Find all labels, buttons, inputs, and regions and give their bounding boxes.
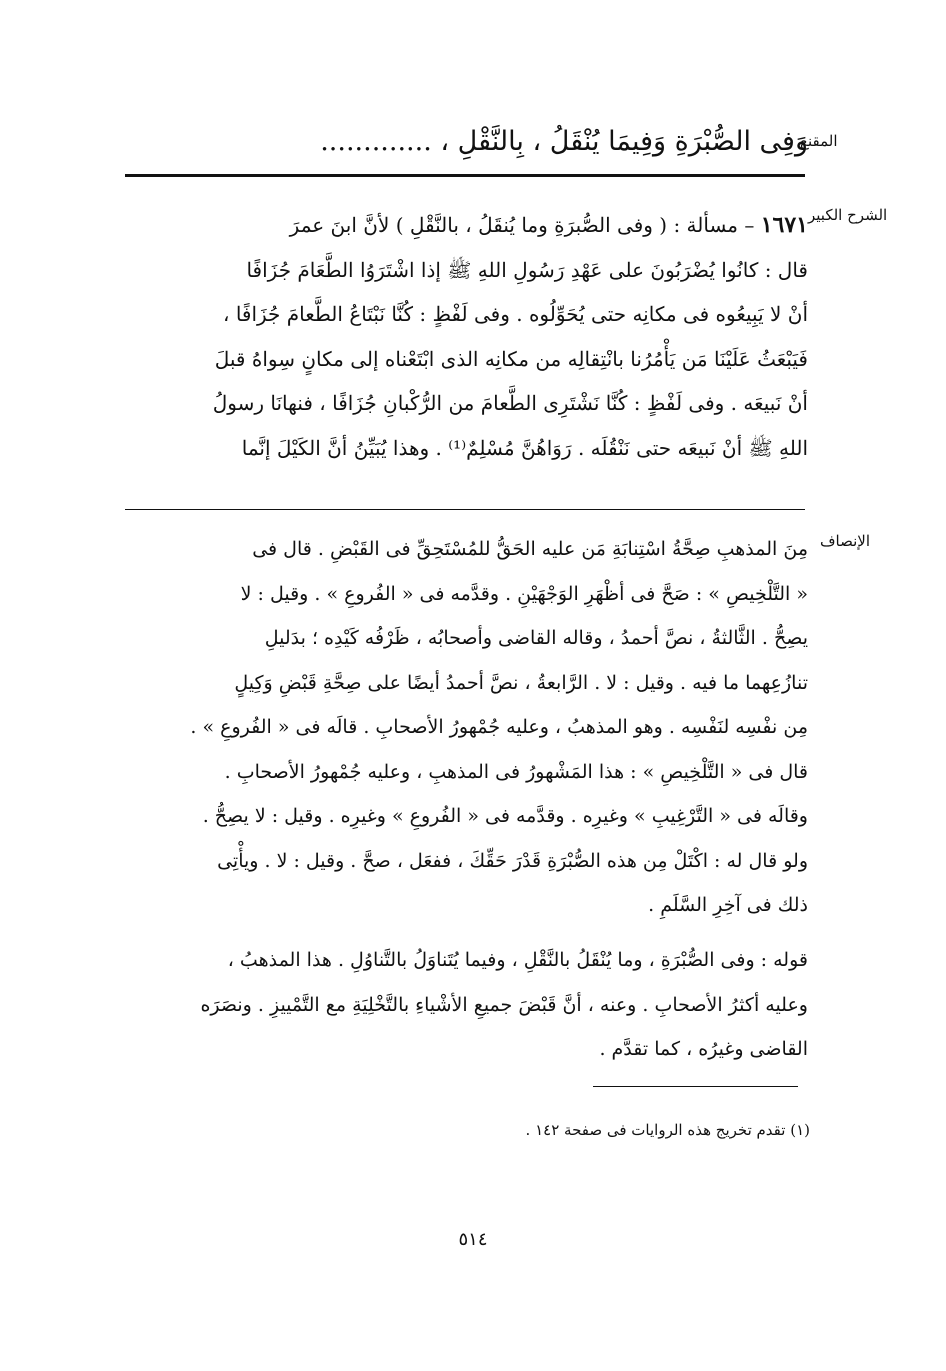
muqni-label: المقنع [800, 132, 838, 150]
insaf-paragraph-1 [118, 527, 808, 928]
sharh-line-1-text: – مسألة : ( وفى الصُّبرَةِ وما يُنقَلُ ، بالنَّقْلِ ) لأنَّ ابنَ عمرَ [289, 213, 755, 237]
muqni-text: وَفِى الصُّبْرَةِ وَفِيمَا يُنْقَلُ ، بِالنَّقْلِ ، ............. [320, 126, 808, 157]
insaf-line: القاضى وغيرُه ، كما تقدَّم . [599, 1038, 808, 1060]
insaf-line: يصِحُّ . الثَّالثةُ ، نصَّ أحمدُ ، وقاله القاضى وأصحابُه ، ظَرْفُه كَيْدِه ؛ بدَليلِ [264, 627, 808, 649]
insaf-line: مِن نفْسِه لنَفْسِه . وهو المذهبُ ، وعليه جُمْهورُ الأصحابِ . قالَه فى « الفُروعِ » . [190, 716, 808, 738]
footnote-rule [593, 1086, 798, 1087]
insaf-line: قال فى « التَّلْخِيصِ » : هذا المَشْهورُ فى المذهبِ ، وعليه جُمْهورُ الأصحابِ . [224, 760, 808, 783]
sharh-line-6: اللهِ ﷺ أنْ نَبيعَه حتى نَنْقُلَه . رَوَاهُنَّ مُسْلِمٌ⁽¹⁾ . وهذا يُبَيِّنُ أنَّ الكَيْلَ إنَّما [241, 435, 808, 460]
insaf-line: ولو قال له : اكْتَلْ مِن هذه الصُّبْرَةِ قَدْرَ حَقِّكَ ، ففعَل ، صحَّ . وقيل : لا . ويأْتِى [217, 849, 808, 872]
insaf-line: ذلك فى آخِرِ السَّلَمِ . [648, 894, 808, 916]
sharh-line-4: فَيَبْعَثُ عَلَيْنَا مَن يَأْمُرُنا بانْتِقالِه من مكانِه الذى ابْتَعْناه إلى مكانٍ سِواهُ قبلَ [214, 346, 808, 371]
matn-rule [125, 174, 805, 177]
insaf-line: « التَّلْخِيصِ » : صَحَّ فى أظْهَرِ الوَجْهَيْنِ . وقدَّمه فى « الفُروعِ » . وقيل : لا [240, 582, 808, 605]
insaf-line: قوله : وفى الصُّبْرَةِ ، وما يُنْقَلُ بالنَّقْلِ ، وفيما يُتَناوَلُ بالتَّناوُلِ . هذا المذهبُ ، [227, 949, 808, 971]
sharh-line-3: أنْ لا يَبِيعُوه فى مكانِه حتى يُحَوِّلُوه . وفى لَفْظٍ : كُنَّا نَبْتَاعُ الطَّعامَ جُزَافًا ، [223, 302, 808, 326]
insaf-paragraph-2 [118, 938, 808, 1072]
insaf-label: الإنصاف [820, 532, 871, 550]
section-divider [125, 509, 805, 510]
insaf-line: تنازُعِهما ما فيه . وقيل : لا . الرَّابعةُ ، نصَّ أحمدُ أيضًا على صِحَّةِ قَبْضِ وَكِيلٍ [234, 671, 808, 694]
insaf-line: وقالَه فى « التَّرْغِيبِ » وغيرِه . وقدَّمه فى « الفُروعِ » وغيرِه . وقيل : لا يصِحُّ . [202, 805, 808, 827]
sharh-label: الشرح الكبير [808, 206, 888, 224]
footnote: (١) تقدم تخريج هذه الروايات فى صفحة ١٤٢ . [525, 1121, 810, 1139]
insaf-line: مِنَ المذهبِ صِحَّةُ اسْتِنابَةِ مَن عليه الحَقُّ للمُسْتَحِقِّ فى القَبْضِ . قال فى [252, 538, 808, 560]
insaf-line: وعليه أكثرُ الأصحابِ . وعنه ، أنَّ قَبْضَ جميعِ الأشْياءِ بالتَّخْلِيَةِ مع التَّمْييزِ . ونصَرَه [200, 993, 808, 1016]
page-number: ٥١٤ [458, 1229, 488, 1250]
sharh-line-2: قال : كانُوا يُضْرَبُونَ على عَهْدِ رَسُولِ اللهِ ﷺ إذا اشْتَرَوُا الطَّعَامَ جُزَافًا [246, 257, 808, 282]
issue-number: ١٦٧١ [760, 212, 808, 238]
sharh-line-1 [118, 203, 808, 248]
sharh-line-5: أنْ نَبيعَه . وفى لَفْظٍ : كُنَّا نَشْتَرِى الطَّعامَ من الرُّكْبانِ جُزَافًا ، فنهانَا رسولُ [212, 391, 808, 415]
sharh-block [118, 203, 808, 470]
